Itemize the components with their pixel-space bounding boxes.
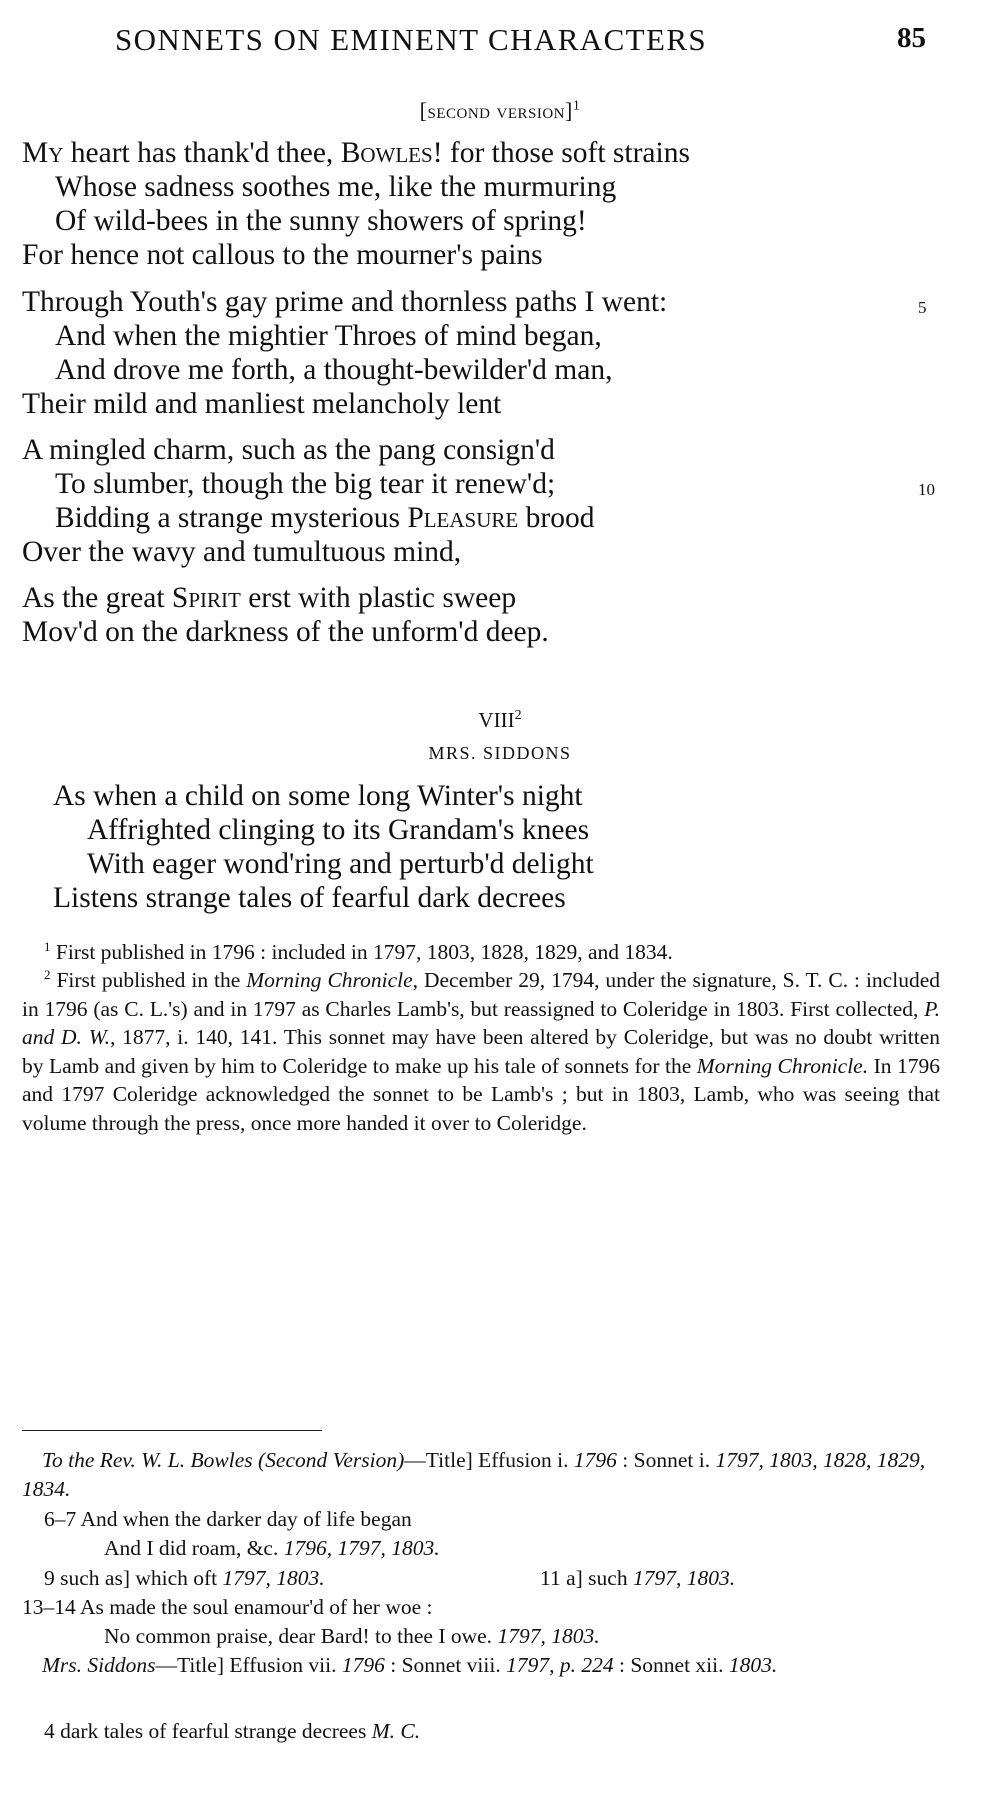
poem-line-13: As the great Spirit erst with plastic sweep (22, 582, 517, 614)
footnote-ref-2: 2 (514, 708, 522, 723)
siddons-line-1: As when a child on some long Winter's night (53, 780, 583, 812)
siddons-line-2: Affrighted clinging to its Grandam's knees (87, 814, 590, 846)
poem-line-1: My heart has thank'd thee, Bowles! for those soft strains (22, 137, 690, 169)
divider-rule (22, 1430, 322, 1431)
variant-note-9: 9 such as] which oft 1797, 1803. (44, 1566, 325, 1590)
poem-line-11: Bidding a strange mysterious Pleasure brood (55, 502, 595, 534)
poem-line-9: A mingled charm, such as the pang consign'd (22, 434, 555, 466)
sonnet-title: MRS. SIDDONS (428, 743, 572, 763)
poem-line-8: Their mild and manliest melancholy lent (22, 388, 502, 420)
poem-line-6: And when the mightier Throes of mind began, (55, 320, 602, 352)
sonnet-numeral: VIII$^2$ (478, 708, 522, 732)
variant-note-4: 4 dark tales of fearful strange decrees M. C. (44, 1719, 421, 1743)
variant-note-13-14: 13–14 As made the soul enamour'd of her woe : (22, 1595, 433, 1619)
line-number-5: 5 (918, 298, 927, 317)
page-number: 85 (897, 22, 926, 54)
footnote-1: $^1$ First published in 1796 : included in 1797, 1803, 1828, 1829, and 1834. (44, 938, 673, 964)
variant-note-6-7: 6–7 And when the darker day of life began (44, 1507, 412, 1531)
running-title: SONNETS ON EMINENT CHARACTERS (115, 22, 708, 57)
footnote-ref-1: 1 (572, 98, 581, 114)
variant-note-6-7-cont: And I did roam, &c. 1796, 1797, 1803. (104, 1536, 440, 1560)
heading-text: [second version] (419, 98, 573, 123)
variant-note-13-14-cont: No common praise, dear Bard! to thee I owe. 1797, 1803. (104, 1624, 600, 1648)
variant-note-11: 11 a] such 1797, 1803. (540, 1566, 736, 1590)
poem-line-7: And drove me forth, a thought-bewilder'd man, (55, 354, 613, 386)
poem-line-3: Of wild-bees in the sunny showers of spring! (55, 205, 587, 237)
line-number-10: 10 (918, 480, 935, 499)
poem-line-12: Over the wavy and tumultuous mind, (22, 536, 462, 568)
poem-line-10: To slumber, though the big tear it renew'd; (55, 468, 556, 500)
poem-line-14: Mov'd on the darkness of the unform'd deep. (22, 616, 549, 648)
poem-line-2: Whose sadness soothes me, like the murmuring (55, 171, 617, 203)
poem-line-5: Through Youth's gay prime and thornless paths I went: (22, 286, 668, 318)
footnote-2: $^2$ First published in the Morning Chronicle, December 29, 1794, under the signature, S. T. C. : included in 1796 (as C. L.'s) and in 1797 as Charles Lamb's, but reassigned to Coleridge in 1803. First collected, P. and D. W., 1877, i. 140, 141. This sonnet may have been altered by Coleridge, but was no doubt written by Lamb and given by him to Coleridge to make up his tale of sonnets for the Morning Chronicle. In 1796 and 1797 Coleridge acknowledged the sonnet to be Lamb's ; but in 1803, Lamb, who was seeing that volume through the press, once more handed it over to Coleridge. (22, 966, 940, 1135)
running-header (0, 22, 1000, 62)
siddons-line-4: Listens strange tales of fearful dark decrees (53, 882, 566, 914)
poem-heading-second-version (0, 98, 1000, 124)
siddons-line-3: With eager wond'ring and perturb'd delight (87, 848, 594, 880)
variant-note-siddons-title: Mrs. Siddons—Title] Effusion vii. 1796 : Sonnet viii. 1797, p. 224 : Sonnet xii. 1803. (42, 1653, 778, 1677)
poem-line-4: For hence not callous to the mourner's pains (22, 239, 543, 271)
variant-note-title: To the Rev. W. L. Bowles (Second Version)—Title] Effusion i. 1796 : Sonnet i. 1797, 1803, 1828, 1829, 1834. (22, 1448, 926, 1501)
